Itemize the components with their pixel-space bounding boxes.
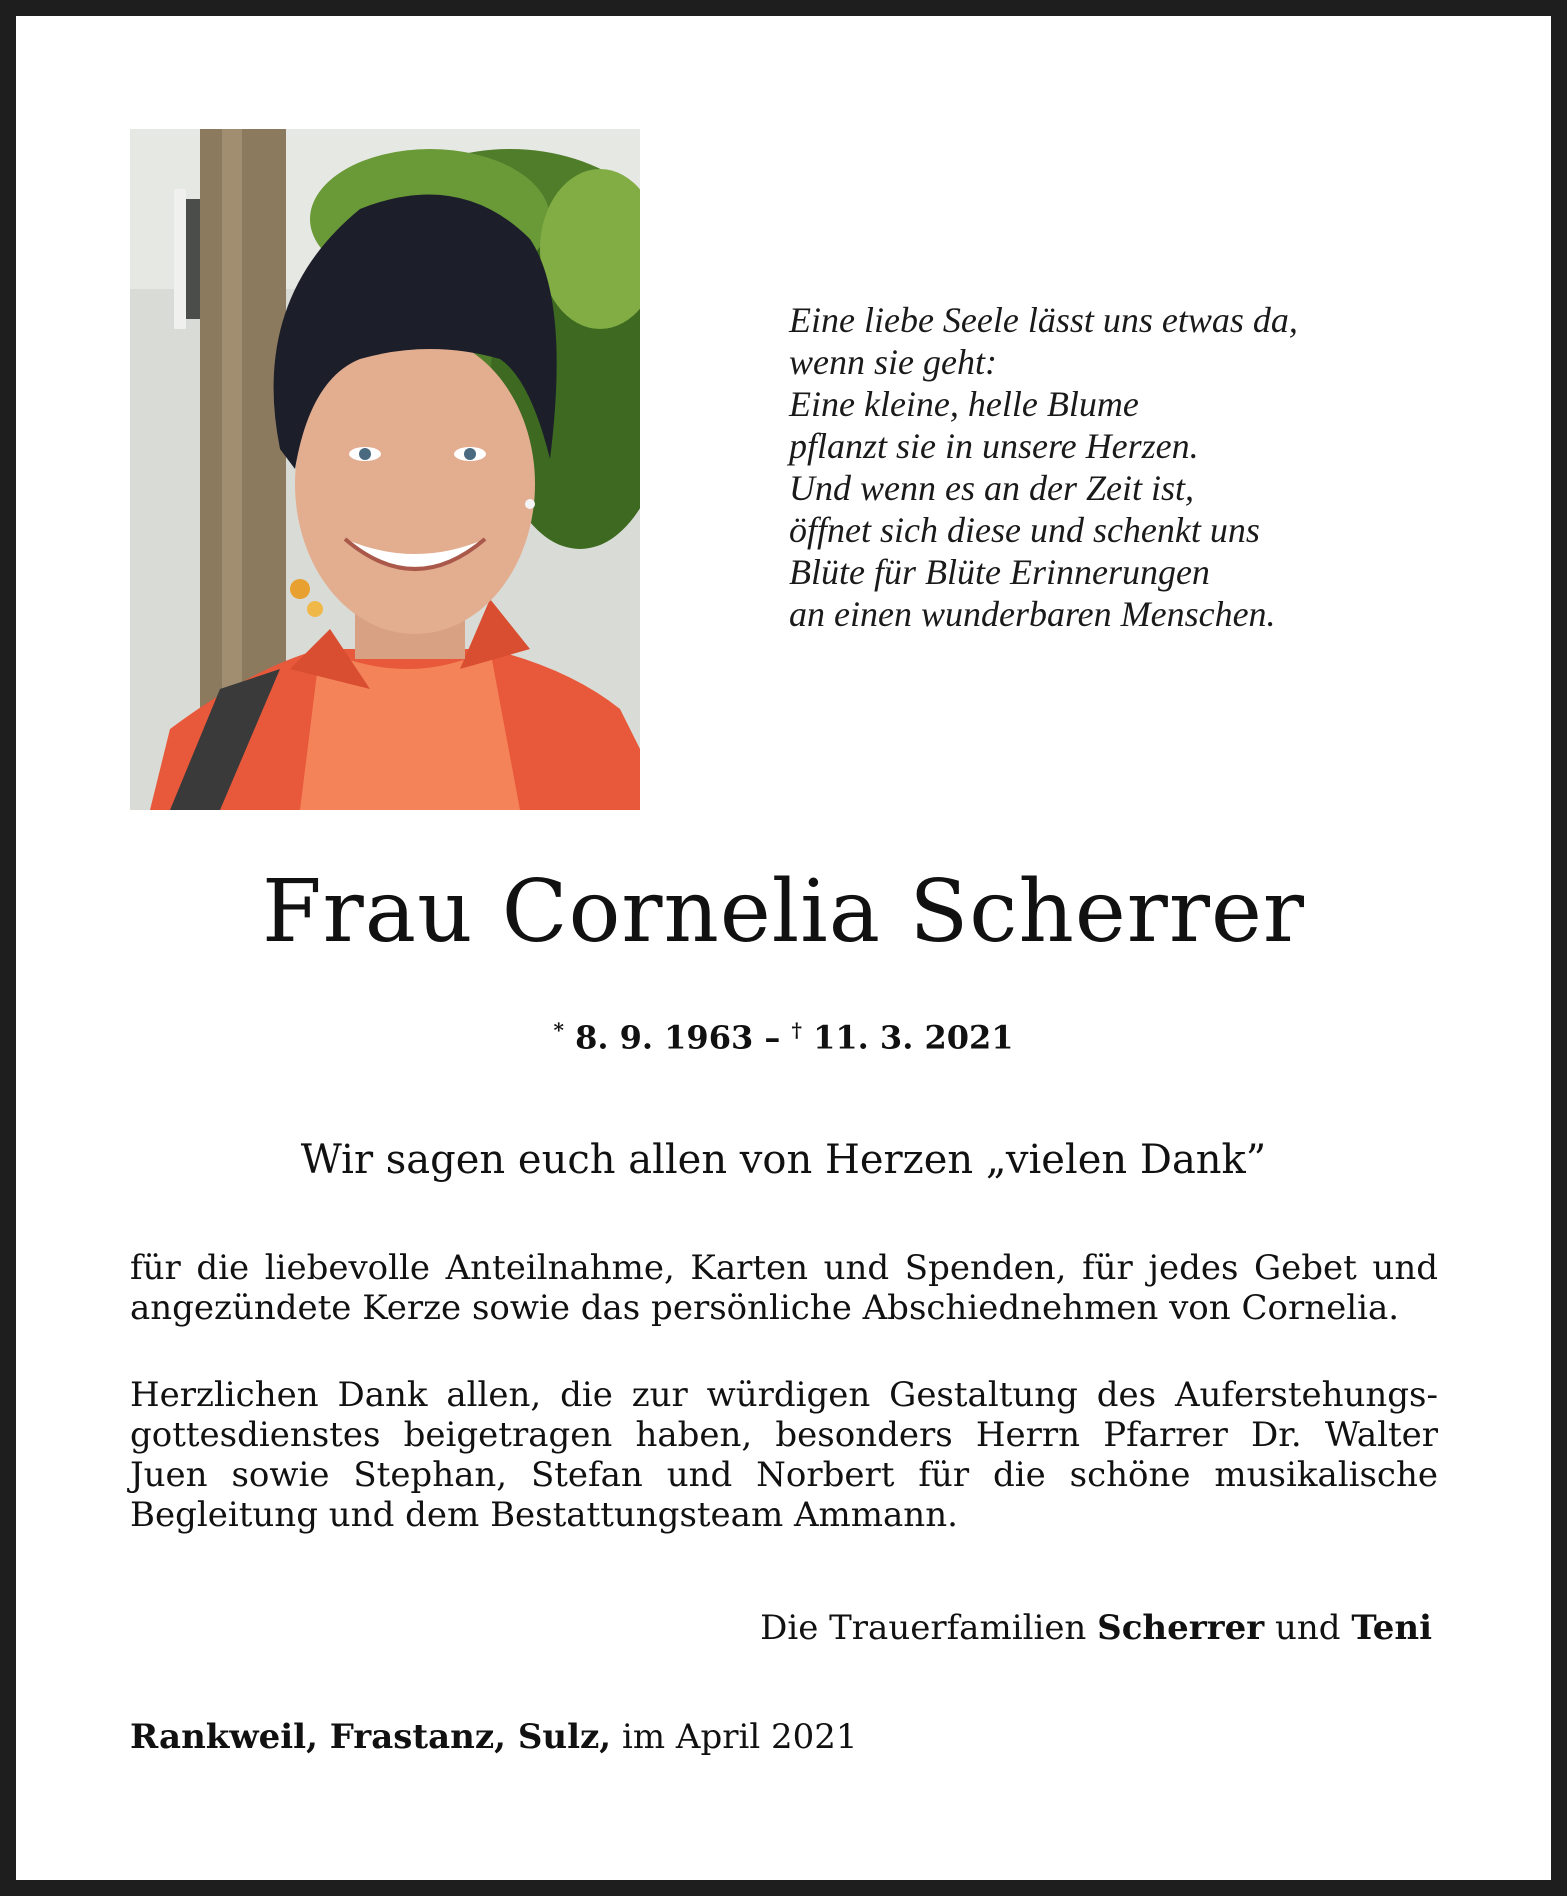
deceased-name: Frau Cornelia Scherrer bbox=[262, 862, 1305, 962]
memorial-poem bbox=[789, 299, 1489, 635]
thanks-heading: Wir sagen euch allen von Herzen „vielen Dank” bbox=[300, 1137, 1267, 1183]
portrait-image bbox=[130, 129, 640, 810]
thanks-paragraph-1: für die liebevolle Anteilnahme, Karten und Spenden, für jedes Gebet und angezündete Kerze sowie das persönliche Abschiednehmen von Cornelia. bbox=[130, 1248, 1438, 1328]
poem-line: an einen wunderbaren Menschen. bbox=[789, 594, 1276, 634]
birth-symbol: * bbox=[553, 1018, 564, 1042]
death-symbol: † bbox=[791, 1018, 802, 1042]
date-separator: – bbox=[764, 1018, 781, 1057]
thanks-paragraph-2: Herzlichen Dank allen, die zur würdigen Gestaltung des Auferstehungs-gottesdienstes beigetragen haben, besonders Herrn Pfarrer Dr. Walter Juen sowie Stephan, Stefan und Norbert für die schöne musikalische Begleitung und dem Bestattungsteam Ammann. bbox=[130, 1375, 1438, 1535]
family-signature bbox=[760, 1608, 1432, 1648]
birth-date: 8. 9. 1963 bbox=[575, 1018, 754, 1057]
family-name-1: Scherrer bbox=[1097, 1608, 1265, 1648]
portrait-photo bbox=[130, 129, 640, 810]
place-and-date bbox=[130, 1717, 858, 1757]
poem-line: Eine kleine, helle Blume bbox=[789, 384, 1139, 424]
poem-line: pflanzt sie in unsere Herzen. bbox=[789, 426, 1199, 466]
places: Rankweil, Frastanz, Sulz, bbox=[130, 1717, 612, 1757]
signature-conjunction: und bbox=[1274, 1608, 1341, 1648]
death-date: 11. 3. 2021 bbox=[813, 1018, 1014, 1057]
poem-line: Blüte für Blüte Erinnerungen bbox=[789, 552, 1210, 592]
family-name-2: Teni bbox=[1351, 1608, 1432, 1648]
notice-date: im April 2021 bbox=[621, 1717, 858, 1757]
poem-line: öffnet sich diese und schenkt uns bbox=[789, 510, 1260, 550]
poem-line: Und wenn es an der Zeit ist, bbox=[789, 468, 1194, 508]
life-dates bbox=[0, 1010, 1567, 1058]
signature-prefix: Die Trauerfamilien bbox=[760, 1608, 1087, 1648]
poem-line: wenn sie geht: bbox=[789, 342, 997, 382]
poem-line: Eine liebe Seele lässt uns etwas da, bbox=[789, 300, 1298, 340]
